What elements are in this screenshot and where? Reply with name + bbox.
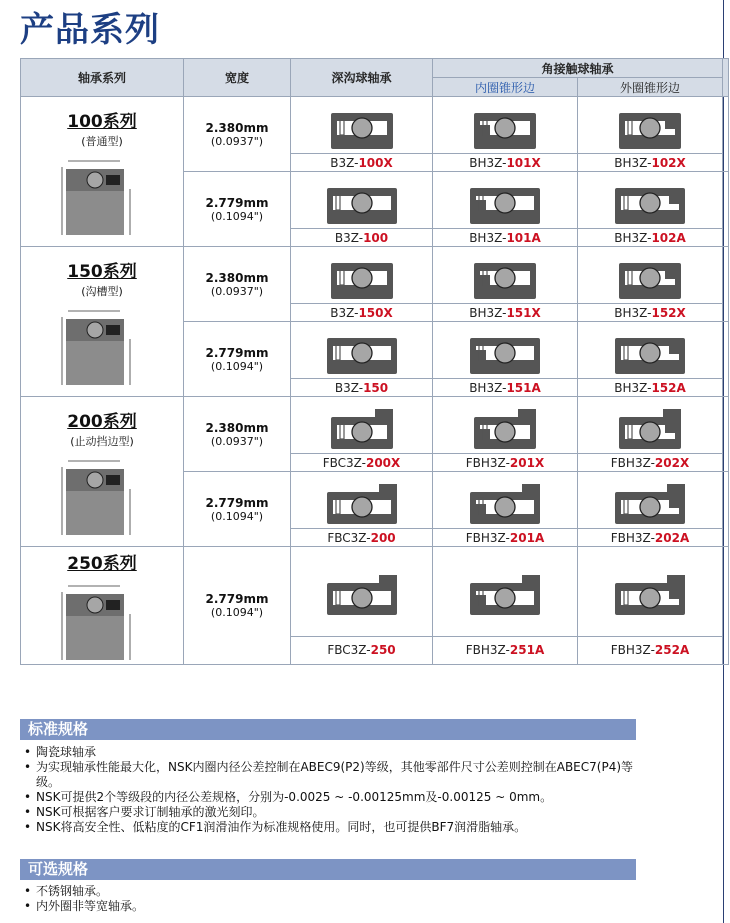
part-suffix: 152A — [651, 380, 686, 395]
part-number-inner-taper — [433, 379, 578, 397]
width-mm: 2.779mm — [205, 345, 269, 360]
part-suffix: 200X — [365, 455, 401, 470]
bearing-image-cell-inner-taper — [433, 97, 578, 154]
part-number-inner-taper — [433, 229, 578, 247]
width-cell — [184, 547, 291, 665]
list-item: • NSK可根据客户要求订制轴承的激光刻印。 — [22, 805, 642, 820]
part-prefix: B3Z- — [334, 230, 364, 245]
bearing-image-cell-outer-taper — [578, 547, 723, 637]
part-number-inner-taper — [433, 304, 578, 322]
table-row — [21, 97, 729, 154]
bearing-cross-section-icon — [325, 182, 399, 224]
part-number-inner-taper — [433, 529, 578, 547]
part-suffix: 201X — [509, 455, 545, 470]
bearing-image-cell-deep-groove — [291, 322, 433, 379]
header-outer-taper: 外圈锥形边 — [578, 78, 723, 97]
page-title: 产品系列 — [20, 10, 160, 50]
list-item: • NSK可提供2个等级段的内径公差规格，分别为-0.0025 ~ -0.00125mm及-0.00125 ~ 0mm。 — [22, 790, 642, 805]
part-prefix: B3Z- — [334, 380, 364, 395]
part-prefix: FBH3Z- — [465, 530, 510, 545]
series-cell — [21, 547, 184, 665]
part-prefix: FBH3Z- — [610, 643, 655, 658]
part-number-outer-taper — [578, 454, 723, 472]
bearing-cross-section-icon — [325, 573, 399, 615]
table-row — [21, 247, 729, 304]
series-cell — [21, 97, 184, 247]
list-item: • 内外圈非等宽轴承。 — [22, 899, 642, 914]
bearing-image-cell-outer-taper — [578, 97, 723, 154]
part-number-deep-groove — [291, 154, 433, 172]
optional-spec-list — [22, 884, 642, 914]
spacer-cell — [723, 397, 729, 472]
width-mm: 2.380mm — [205, 120, 269, 135]
header-spacer — [723, 59, 729, 97]
part-suffix: 102A — [651, 230, 686, 245]
part-number-deep-groove — [291, 379, 433, 397]
part-prefix: BH3Z- — [469, 380, 507, 395]
bearing-image-cell-inner-taper — [433, 172, 578, 229]
part-number-outer-taper — [578, 304, 723, 322]
bearing-image-cell-deep-groove — [291, 97, 433, 154]
part-prefix: BH3Z- — [614, 380, 652, 395]
part-number-inner-taper — [433, 454, 578, 472]
series-name: 250系列 — [67, 554, 137, 574]
part-prefix: FBH3Z- — [610, 455, 655, 470]
bearing-image-cell-outer-taper — [578, 472, 723, 529]
width-inch: (0.1094") — [210, 606, 264, 619]
bearing-image-cell-deep-groove — [291, 472, 433, 529]
bearing-cross-section-icon — [613, 257, 687, 299]
part-prefix: FBC3Z- — [327, 530, 371, 545]
part-number-inner-taper — [433, 636, 578, 664]
width-inch: (0.0937") — [210, 284, 264, 298]
part-suffix: 252A — [654, 643, 690, 658]
bearing-dimension-drawing — [58, 305, 146, 389]
list-item: • 为实现轴承性能最大化，NSK内圈内径公差控制在ABEC9(P2)等级，其他零部件尺寸公差则控制在ABEC7(P4)等级。 — [22, 760, 642, 790]
bearing-cross-section-icon — [468, 573, 542, 615]
table-row — [21, 547, 729, 637]
bearing-image-cell-outer-taper — [578, 247, 723, 304]
bearing-image-cell-inner-taper — [433, 322, 578, 379]
width-cell — [184, 322, 291, 397]
part-suffix: 202X — [654, 455, 690, 470]
bearing-cross-section-icon — [325, 257, 399, 299]
bearing-image-cell-deep-groove — [291, 547, 433, 637]
part-number-deep-groove — [291, 529, 433, 547]
series-type: (沟槽型) — [81, 284, 123, 298]
bearing-cross-section-icon — [468, 182, 542, 224]
width-cell — [184, 397, 291, 472]
spacer-cell — [723, 172, 729, 247]
bearing-image-cell-deep-groove — [291, 397, 433, 454]
part-suffix: 251A — [509, 643, 545, 658]
header-width: 宽度 — [184, 59, 291, 97]
width-inch: (0.0937") — [210, 134, 264, 148]
part-suffix: 151A — [506, 380, 541, 395]
width-inch: (0.1094") — [210, 509, 264, 523]
bearing-cross-section-icon — [325, 332, 399, 374]
series-name: 150系列 — [67, 261, 137, 282]
header-inner-taper: 内圈锥形边 — [433, 78, 578, 97]
bearing-cross-section-icon — [613, 573, 687, 615]
width-inch: (0.1094") — [210, 209, 264, 223]
part-prefix: BH3Z- — [614, 305, 652, 320]
bearing-cross-section-icon — [613, 407, 687, 449]
spacer-cell — [723, 547, 729, 665]
part-prefix: BH3Z- — [614, 230, 652, 245]
part-number-outer-taper — [578, 529, 723, 547]
part-suffix: 101A — [506, 230, 541, 245]
part-number-outer-taper — [578, 379, 723, 397]
bearing-image-cell-outer-taper — [578, 322, 723, 379]
bearing-image-cell-outer-taper — [578, 172, 723, 229]
part-prefix: B3Z- — [330, 305, 359, 320]
part-prefix: B3Z- — [330, 155, 359, 170]
part-number-inner-taper — [433, 154, 578, 172]
width-mm: 2.779mm — [205, 195, 269, 210]
part-number-deep-groove — [291, 304, 433, 322]
width-inch: (0.0937") — [210, 434, 264, 448]
part-suffix: 102X — [651, 155, 686, 170]
bearing-image-cell-inner-taper — [433, 397, 578, 454]
product-table — [20, 58, 729, 665]
standard-spec-heading: 标准规格 — [20, 719, 636, 740]
part-number-outer-taper — [578, 636, 723, 664]
bearing-cross-section-icon — [325, 482, 399, 524]
part-prefix: BH3Z- — [614, 155, 652, 170]
width-cell — [184, 97, 291, 172]
part-prefix: FBC3Z- — [327, 643, 371, 658]
bearing-cross-section-icon — [468, 482, 542, 524]
series-type: (止动挡边型) — [70, 434, 134, 448]
header-series: 轴承系列 — [21, 59, 184, 97]
standard-spec-list — [22, 745, 642, 835]
series-name: 200系列 — [67, 411, 137, 432]
series-type: (普通型) — [81, 134, 123, 148]
part-suffix: 152X — [651, 305, 686, 320]
part-suffix: 201A — [509, 530, 545, 545]
bearing-cross-section-icon — [468, 407, 542, 449]
width-inch: (0.1094") — [210, 359, 264, 373]
series-name: 100系列 — [67, 111, 137, 132]
spacer-cell — [723, 322, 729, 397]
part-suffix: 202A — [654, 530, 690, 545]
header-angular-contact: 角接触球轴承 — [433, 59, 723, 78]
bearing-dimension-drawing — [58, 455, 146, 539]
part-prefix: BH3Z- — [469, 155, 507, 170]
part-number-outer-taper — [578, 154, 723, 172]
list-item: • NSK将高安全性、低粘度的CF1润滑油作为标准规格使用。同时，也可提供BF7润滑脂轴承。 — [22, 820, 642, 835]
width-cell — [184, 172, 291, 247]
part-suffix: 250 — [370, 643, 396, 658]
part-prefix: FBH3Z- — [610, 530, 655, 545]
series-cell — [21, 397, 184, 547]
bearing-image-cell-inner-taper — [433, 472, 578, 529]
part-prefix: FBH3Z- — [465, 643, 510, 658]
bearing-cross-section-icon — [325, 107, 399, 149]
spacer-cell — [723, 97, 729, 172]
width-mm: 2.779mm — [205, 495, 269, 510]
bearing-dimension-drawing — [58, 155, 146, 239]
width-cell — [184, 247, 291, 322]
bearing-cross-section-icon — [613, 107, 687, 149]
part-prefix: BH3Z- — [469, 305, 507, 320]
part-suffix: 101X — [506, 155, 541, 170]
part-prefix: FBH3Z- — [465, 455, 510, 470]
bearing-cross-section-icon — [613, 182, 687, 224]
width-mm: 2.779mm — [205, 592, 269, 606]
bearing-image-cell-inner-taper — [433, 547, 578, 637]
table-row — [21, 397, 729, 454]
header-deep-groove: 深沟球轴承 — [291, 59, 433, 97]
bearing-image-cell-deep-groove — [291, 247, 433, 304]
part-suffix: 100X — [358, 155, 393, 170]
part-suffix: 150 — [363, 380, 389, 395]
part-suffix: 151X — [506, 305, 541, 320]
part-prefix: BH3Z- — [469, 230, 507, 245]
part-number-deep-groove — [291, 229, 433, 247]
part-suffix: 200 — [370, 530, 396, 545]
bearing-cross-section-icon — [613, 482, 687, 524]
width-mm: 2.380mm — [205, 420, 269, 435]
part-number-deep-groove — [291, 454, 433, 472]
optional-spec-heading: 可选规格 — [20, 859, 636, 880]
bearing-cross-section-icon — [468, 332, 542, 374]
list-item: • 不锈钢轴承。 — [22, 884, 642, 899]
spacer-cell — [723, 247, 729, 322]
part-suffix: 100 — [363, 230, 389, 245]
bearing-cross-section-icon — [468, 257, 542, 299]
part-number-deep-groove — [291, 636, 433, 664]
bearing-dimension-drawing — [58, 580, 146, 664]
bearing-cross-section-icon — [613, 332, 687, 374]
spacer-cell — [723, 472, 729, 547]
bearing-image-cell-outer-taper — [578, 397, 723, 454]
series-cell — [21, 247, 184, 397]
bearing-cross-section-icon — [468, 107, 542, 149]
width-mm: 2.380mm — [205, 270, 269, 285]
bearing-cross-section-icon — [325, 407, 399, 449]
bearing-image-cell-inner-taper — [433, 247, 578, 304]
width-cell — [184, 472, 291, 547]
bearing-image-cell-deep-groove — [291, 172, 433, 229]
part-prefix: FBC3Z- — [322, 455, 366, 470]
part-suffix: 150X — [358, 305, 393, 320]
list-item: • 陶瓷球轴承 — [22, 745, 642, 760]
part-number-outer-taper — [578, 229, 723, 247]
